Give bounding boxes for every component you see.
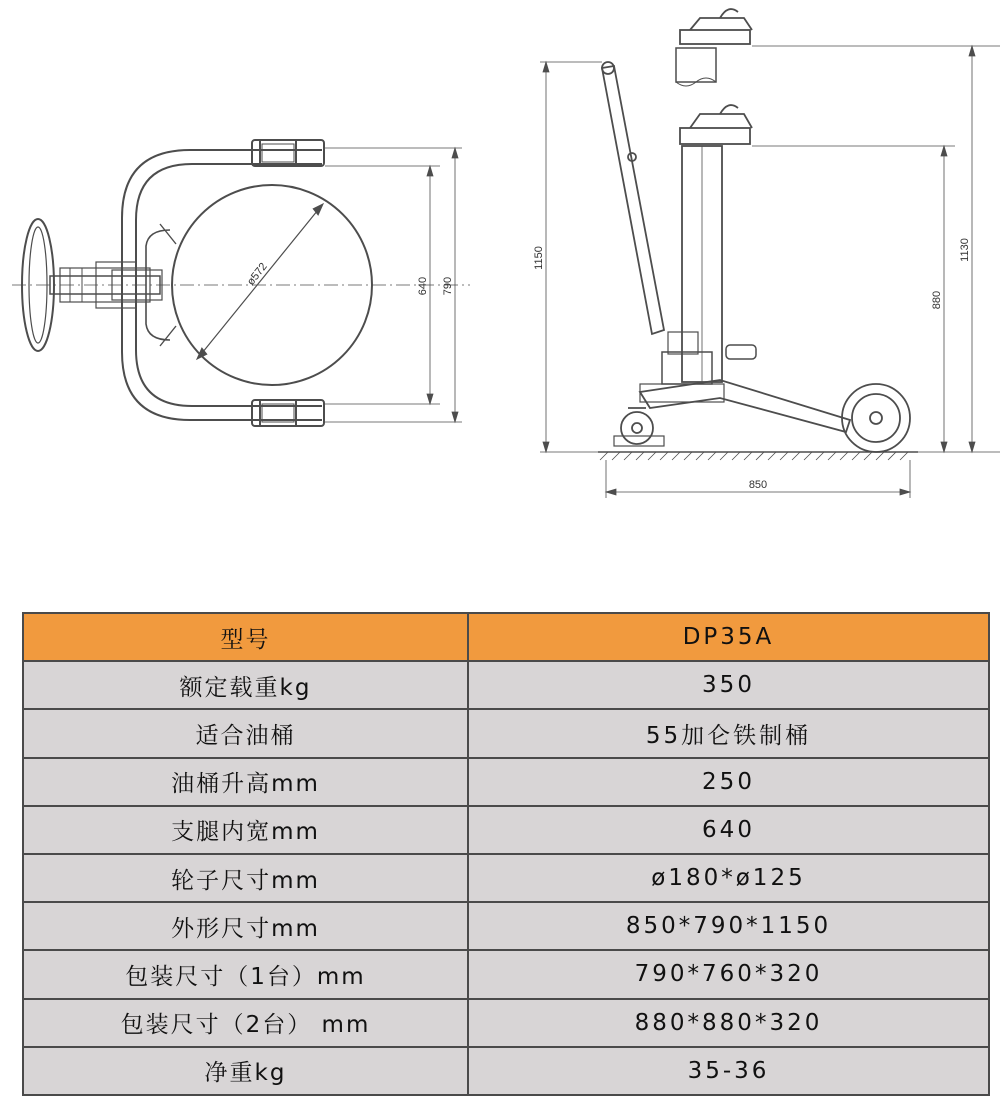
diameter-line [198, 205, 322, 358]
row-label: 轮子尺寸mm [23, 854, 468, 902]
table-row [23, 709, 989, 757]
table-row [23, 902, 989, 950]
rear-caster [614, 408, 664, 446]
clamp-upper [680, 9, 752, 44]
handle-bar [602, 66, 664, 334]
clamp-lower [680, 105, 752, 144]
row-label: 额定载重kg [23, 661, 468, 709]
row-value: 350 [468, 661, 989, 709]
inner-width-label: 640 [417, 276, 429, 296]
table-header-row [23, 613, 989, 661]
header-value: DP35A [468, 613, 989, 661]
row-label: 适合油桶 [23, 709, 468, 757]
table-row [23, 950, 989, 998]
row-value: 55加仑铁制桶 [468, 709, 989, 757]
caster-top [252, 140, 324, 166]
row-value: 640 [468, 806, 989, 854]
max-height-label: 1130 [959, 238, 971, 262]
min-height-label: 880 [931, 290, 943, 310]
spec-table [22, 612, 990, 1096]
side-view [598, 9, 918, 460]
row-label: 净重kg [23, 1047, 468, 1095]
table-row [23, 806, 989, 854]
diameter-label: ø572 [244, 260, 270, 288]
row-label: 支腿内宽mm [23, 806, 468, 854]
row-label: 包装尺寸（2台） mm [23, 999, 468, 1047]
length-label: 850 [748, 479, 768, 491]
outer-width-label: 790 [442, 276, 454, 296]
side-view-dimensions [540, 46, 1000, 498]
height-label: 1150 [533, 246, 545, 270]
caster-bottom [252, 400, 324, 426]
row-value: 35-36 [468, 1047, 989, 1095]
row-value: 790*760*320 [468, 950, 989, 998]
row-value: 850*790*1150 [468, 902, 989, 950]
front-wheel [842, 384, 910, 452]
row-value: 250 [468, 758, 989, 806]
table-row [23, 854, 989, 902]
row-label: 外形尺寸mm [23, 902, 468, 950]
table-row [23, 661, 989, 709]
header-label: 型号 [23, 613, 468, 661]
row-value: 880*880*320 [468, 999, 989, 1047]
table-row [23, 1047, 989, 1095]
row-label: 油桶升高mm [23, 758, 468, 806]
row-label: 包装尺寸（1台）mm [23, 950, 468, 998]
row-value: ø180*ø125 [468, 854, 989, 902]
table-row [23, 999, 989, 1047]
top-view [12, 140, 470, 426]
table-row [23, 758, 989, 806]
